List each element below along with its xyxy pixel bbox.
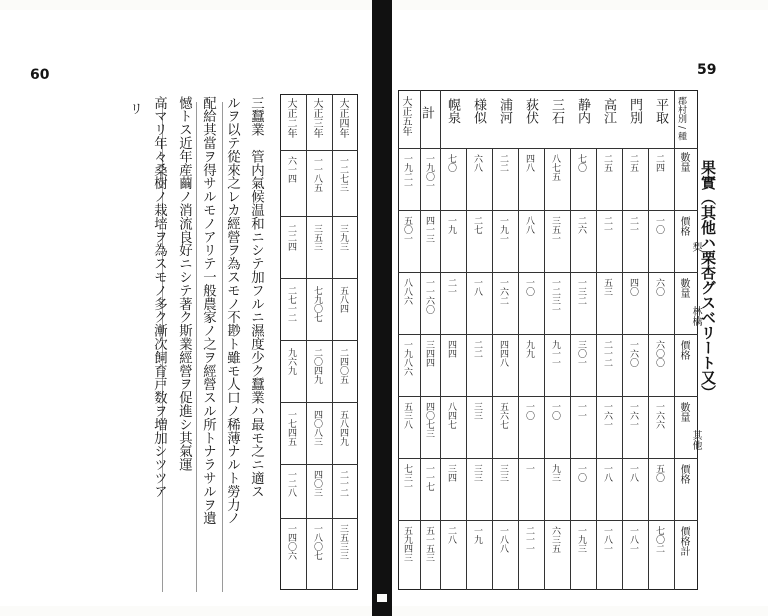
table-cell: 一一 — [576, 402, 586, 420]
table-divider — [398, 148, 698, 149]
table-cell: 八七五 — [550, 154, 560, 181]
table-divider — [280, 464, 358, 465]
left-page — [0, 10, 372, 606]
table-cell: 二二 — [472, 340, 482, 358]
right-page — [392, 10, 768, 606]
body-text-column: 配給其當ヲ得サルモノアリテ一般農家ノ之ヲ經營スル所トナラサルヲ遺 — [200, 96, 216, 525]
table-divider — [440, 90, 441, 590]
table-cell: 一六一 — [628, 402, 638, 429]
table-cell: 一八一 — [602, 526, 612, 553]
table-cell: 二二四 — [286, 224, 296, 251]
table-cell: 二七一二 — [286, 286, 296, 322]
table-cell: 一九〇一 — [424, 154, 434, 190]
body-text-column: 憾トス近年産繭ノ消流良好ニシテ著ク斯業經營ヲ促進シ其氣運 — [176, 96, 192, 472]
table-cell: 七九〇七 — [312, 286, 322, 322]
row-header: 静内 — [575, 98, 590, 124]
table-cell: 三〇一 — [576, 340, 586, 367]
table-cell: 四〇七三 — [424, 402, 434, 438]
table-cell: 二一 — [602, 216, 612, 234]
table-cell: 七三一 — [402, 464, 412, 491]
table-divider — [648, 148, 649, 590]
table-cell: 九六九 — [286, 348, 296, 375]
table-cell: 八八 — [524, 216, 534, 234]
table-divider — [280, 402, 358, 403]
body-text-column: 三蠶業 管内氣候温和ニシテ加フルニ濕度少ク蠶業ハ最モ之ニ適ス — [248, 96, 264, 498]
row-header: 浦河 — [497, 98, 512, 124]
table-cell: 二一二 — [338, 470, 348, 497]
table-cell: 二〇四九 — [312, 348, 322, 384]
table-divider — [398, 334, 698, 335]
header-label: 價格 — [678, 464, 689, 484]
table-cell: 二五 — [628, 154, 638, 172]
table-cell: 八八六 — [402, 278, 412, 305]
table-divider — [398, 210, 698, 211]
margin-mark: リ — [127, 102, 142, 115]
year-label: 大正四年 — [337, 98, 348, 138]
year-label: 大正五年 — [400, 96, 411, 136]
table-cell: 五八四 — [338, 286, 348, 313]
table-cell: 一九一 — [498, 216, 508, 243]
table-cell: 二四〇五 — [338, 348, 348, 384]
table-cell: 一八 — [628, 464, 638, 482]
table-cell: 八四七 — [446, 402, 456, 429]
table-cell: 一六一 — [602, 402, 612, 429]
header-label: 數量 — [678, 152, 689, 172]
table-cell: 二一二 — [602, 340, 612, 367]
header-label: 價格 — [678, 340, 689, 360]
table-cell: 五〇一 — [402, 216, 412, 243]
table-divider — [398, 396, 698, 397]
table-cell: 一九八六 — [402, 340, 412, 376]
table-cell: 五〇 — [654, 464, 664, 482]
body-text-column: 高マリ年々桑樹ノ栽培ヲ為スモノ多ク漸次飼育戸数ヲ増加シツツア — [151, 96, 167, 498]
table-cell: 三五一 — [550, 216, 560, 243]
table-cell: 一四〇六 — [286, 524, 296, 560]
table-cell: 九九 — [524, 340, 534, 358]
table-cell: 三四四 — [424, 340, 434, 367]
table-cell: 一六〇 — [628, 340, 638, 367]
table-cell: 二一一 — [524, 526, 534, 553]
table-cell: 九三 — [550, 464, 560, 482]
table-cell: 六八 — [472, 154, 482, 172]
table-cell: 一九 — [446, 216, 456, 234]
year-label: 大正三年 — [311, 98, 322, 138]
header-label: 數量 — [678, 278, 689, 298]
table-cell: 五六七 — [498, 402, 508, 429]
table-cell: 一九二一 — [402, 154, 412, 190]
table-cell: 四四八 — [498, 340, 508, 367]
table-cell: 一一七 — [424, 464, 434, 491]
table-cell: 二一 — [446, 278, 456, 296]
row-header: 三石 — [549, 98, 564, 124]
table-cell: 五三 — [602, 278, 612, 296]
book-gutter — [372, 0, 392, 616]
table-cell: 一八八 — [498, 526, 508, 553]
group-label: 梨 — [690, 242, 701, 252]
group-label: 林檎 — [690, 306, 701, 326]
table-cell: 六〇 — [654, 278, 664, 296]
row-header: 高江 — [601, 98, 616, 124]
text-rule — [222, 102, 223, 592]
table-cell: 一 — [524, 464, 534, 473]
table-cell: 一八一 — [628, 526, 638, 553]
table-cell: 五三八 — [402, 402, 412, 429]
table-divider — [398, 520, 698, 521]
table-divider — [280, 340, 358, 341]
table-cell: 五八四九 — [338, 410, 348, 446]
table-cell: 四〇 — [628, 278, 638, 296]
table-divider — [674, 90, 675, 148]
table-divider — [492, 148, 493, 590]
table-cell: 六三五 — [550, 526, 560, 553]
table-divider — [544, 148, 545, 590]
header-label: 價格計 — [678, 526, 689, 556]
page-number-left: 60 — [30, 67, 50, 83]
row-header: 計 — [419, 106, 434, 119]
header-label: 數量 — [678, 402, 689, 422]
table-cell: 一一六〇 — [424, 278, 434, 314]
table-divider — [280, 150, 358, 151]
year-label: 大正二年 — [285, 98, 296, 138]
table-cell: 三九三 — [338, 224, 348, 251]
fruit-table — [398, 90, 701, 590]
row-header: 荻伏 — [523, 98, 538, 124]
row-header: 幌泉 — [445, 98, 460, 124]
table-cell: 四〇八三 — [312, 410, 322, 446]
gutter-hole — [377, 594, 387, 602]
table-divider — [518, 148, 519, 590]
table-cell: 一八 — [602, 464, 612, 482]
table-divider — [398, 272, 698, 273]
page-number-right: 59 — [697, 62, 717, 78]
table-cell: 一九三 — [576, 526, 586, 553]
table-cell: 三四 — [446, 464, 456, 482]
table-cell: 一二三一 — [550, 278, 560, 314]
table-cell: 五一五三 — [424, 526, 434, 562]
table-cell: 三三 — [472, 464, 482, 482]
table-cell: 一八 — [472, 278, 482, 296]
table-cell: 九一一 — [550, 340, 560, 367]
table-cell: 七〇 — [446, 154, 456, 172]
table-divider — [674, 148, 675, 590]
table-cell: 六〇〇 — [654, 340, 664, 367]
table-divider — [280, 278, 358, 279]
table-divider — [466, 148, 467, 590]
table-cell: 一一八五 — [312, 156, 322, 192]
table-cell: 四八 — [524, 154, 534, 172]
table-cell: 一六六 — [654, 402, 664, 429]
table-title: 果實（其他ハ栗杏グスベリート又） — [699, 160, 717, 400]
table-cell: 二六 — [576, 216, 586, 234]
row-header: 様似 — [471, 98, 486, 124]
table-cell: 四〇三 — [312, 470, 322, 497]
row-header: 平取 — [653, 98, 668, 124]
table-cell: 一〇 — [550, 402, 560, 420]
table-cell: 二四 — [654, 154, 664, 172]
table-divider — [398, 458, 698, 459]
table-cell: 一〇 — [524, 402, 534, 420]
table-divider — [596, 148, 597, 590]
text-rule — [196, 102, 197, 592]
header-label: 價格 — [678, 216, 689, 236]
table-cell: 四四 — [446, 340, 456, 358]
table-divider — [280, 518, 358, 519]
table-cell: 四一三 — [424, 216, 434, 243]
table-divider — [420, 90, 421, 590]
header-corner: 郡村別 / 種 — [676, 96, 686, 141]
body-text-column: ルヲ以テ從來之レカ經營ヲ為スモノ不尠ト雖モ人口ノ稀薄ナルト勞力ノ — [224, 96, 240, 525]
table-cell: 七〇 — [576, 154, 586, 172]
table-cell: 一八〇七 — [312, 524, 322, 560]
table-cell: 三五三三 — [338, 524, 348, 560]
table-cell: 三三 — [472, 402, 482, 420]
table-cell: 二七 — [472, 216, 482, 234]
table-cell: 五九四三 — [402, 526, 412, 562]
table-divider — [280, 216, 358, 217]
table-cell: 二一 — [628, 216, 638, 234]
table-cell: 二八 — [446, 526, 456, 544]
row-header: 門別 — [627, 98, 642, 124]
table-cell: 一六二 — [498, 278, 508, 305]
table-cell: 三三 — [498, 464, 508, 482]
table-divider — [622, 148, 623, 590]
table-cell: 七〇二 — [654, 526, 664, 553]
table-cell: 二二 — [498, 154, 508, 172]
table-cell: 一〇 — [524, 278, 534, 296]
table-cell: 一〇 — [654, 216, 664, 234]
group-label: 其他 — [690, 430, 701, 450]
table-divider — [570, 148, 571, 590]
table-cell: 一二八 — [286, 470, 296, 497]
table-cell: 一三二 — [576, 278, 586, 305]
table-cell: 三五三 — [312, 224, 322, 251]
table-divider — [332, 94, 333, 590]
table-cell: 一九 — [472, 526, 482, 544]
table-cell: 一七四五 — [286, 410, 296, 446]
table-cell: 一〇 — [576, 464, 586, 482]
table-cell: 一二七三 — [338, 156, 348, 192]
table-divider — [306, 94, 307, 590]
table-cell: 二五 — [602, 154, 612, 172]
table-cell: 六一四 — [286, 156, 296, 183]
